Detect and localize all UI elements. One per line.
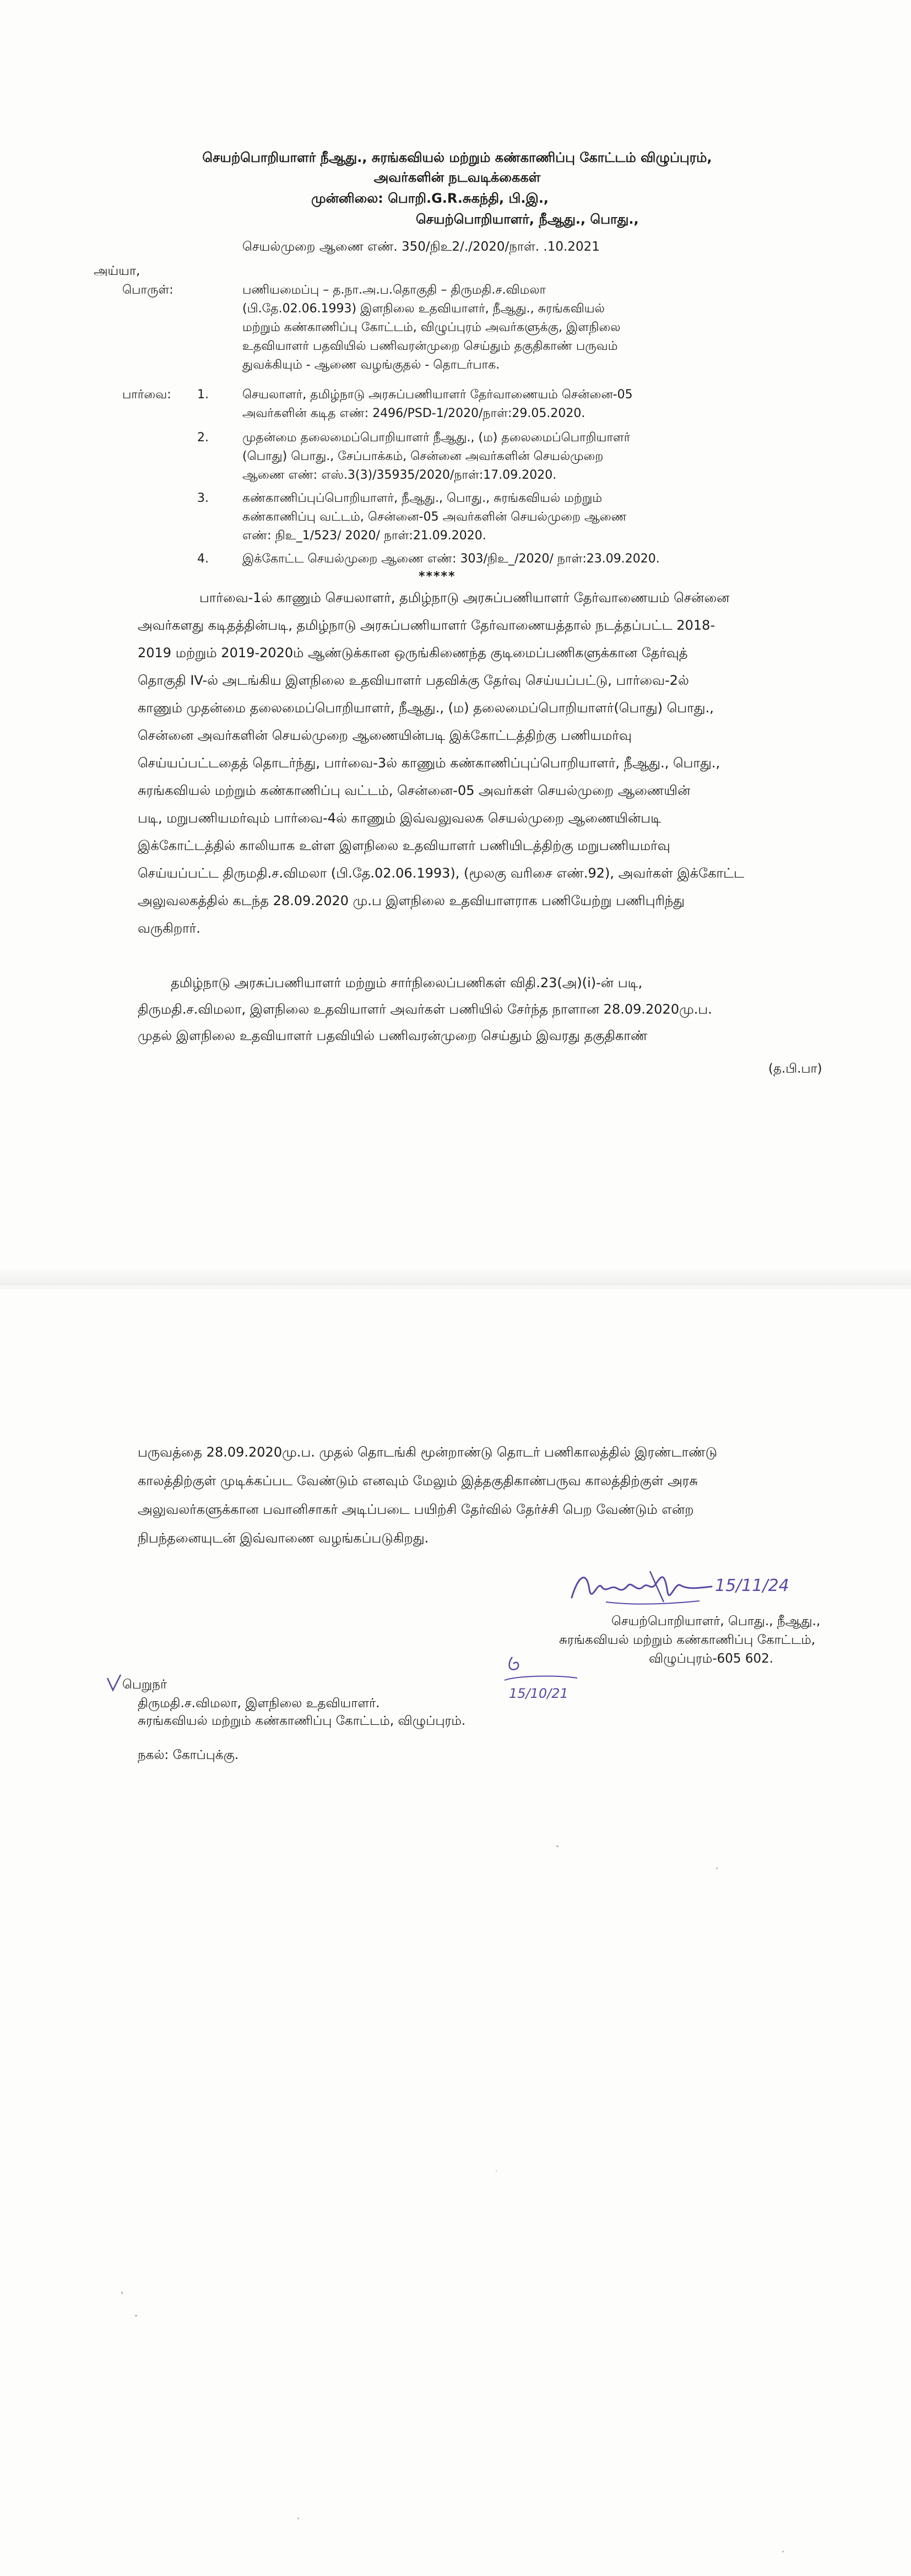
- paragraph-1: [138, 584, 815, 942]
- initials-date: 15/10/21: [509, 1686, 568, 1701]
- recipient-name: திருமதி.ச.விமலா, இளநிலை உதவியாளர்.: [138, 1696, 380, 1711]
- paragraph-line: செய்யப்பட்ட திருமதி.ச.விமலா (பி.தே.02.06.1993), (மூலகு வரிசை எண்.92), அவர்கள் இக்கோட்ட: [138, 865, 745, 881]
- subject-line: உதவியாளர் பதவியில் பணிவரன்முறை செய்தும் தகுதிகாண் பருவம்: [242, 339, 618, 353]
- subject-line: மற்றும் கண்காணிப்பு கோட்டம், விழுப்புரம் அவர்களுக்கு, இளநிலை: [242, 321, 621, 334]
- paragraph-line: நிபந்தனையுடன் இவ்வாணை வழங்கப்படுகிறது.: [138, 1530, 429, 1546]
- paragraph-line: தொகுதி IV-ல் அடங்கிய இளநிலை உதவியாளர் பதவிக்கு தேர்வு செய்யப்பட்டு, பார்வை-2ல்: [138, 673, 689, 688]
- paragraph-line: சுரங்கவியல் மற்றும் கண்காணிப்பு வட்டம், சென்னை-05 அவர்கள் செயல்முறை ஆணையின்: [138, 783, 691, 798]
- reference-line: முதன்மை தலைமைப்பொறியாளர் நீஆது., (ம) தலைமைப்பொறியாளர்: [242, 431, 631, 445]
- paragraph-2: [138, 970, 815, 1049]
- paragraph-3: [138, 1438, 815, 1552]
- subject-line: பணியமைப்பு – த.நா.அ.ப.தொகுதி – திருமதி.ச.விமலா: [242, 283, 546, 297]
- paragraph-line: பருவத்தை 28.09.2020மு.ப. முதல் தொடங்கி மூன்றாண்டு தொடர் பணிகாலத்தில் இரண்டாண்டு: [138, 1444, 718, 1460]
- reference-item-3: [242, 489, 793, 545]
- tick-mark: [106, 1674, 122, 1695]
- document-page-2: [0, 1289, 911, 2576]
- paragraph-line: வருகிறார்.: [138, 921, 200, 936]
- references-label: பார்வை:: [122, 388, 171, 402]
- recipient-label: பெறுநர்: [122, 1677, 167, 1692]
- reference-item-2: [242, 429, 793, 485]
- salutation: அய்யா,: [94, 264, 140, 278]
- paragraph-line: காணும் முதன்மை தலைமைப்பொறியாளர், நீஆது., (ம) தலைமைப்பொறியாளர்(பொது) பொது.,: [138, 700, 714, 716]
- header-line-2: அவர்களின் நடவடிக்கைகள்: [373, 170, 541, 185]
- continued-note: (த.பி.பா): [768, 1062, 822, 1076]
- signature-address: விழுப்புரம்-605 602.: [649, 1652, 774, 1666]
- subject-line: (பி.தே.02.06.1993) இளநிலை உதவியாளர், நீஆது., சுரங்கவியல்: [242, 302, 605, 316]
- header-line-3: முன்னிலை: பொறி.G.R.சுகந்தி, பி.இ.,: [311, 191, 549, 206]
- reference-number: 2.: [197, 431, 209, 445]
- signature-designation: செயற்பொறியாளர், பொது., நீஆது.,: [611, 1614, 821, 1628]
- paragraph-line: முதல் இளநிலை உதவியாளர் பதவியில் பணிவரன்முறை செய்தும் இவரது தகுதிகாண்: [138, 1028, 648, 1043]
- paragraph-line: அவர்களது கடிதத்தின்படி, தமிழ்நாடு அரசுப்பணியாளர் தேர்வாணையத்தால் நடத்தப்பட்ட 2018-: [138, 618, 715, 633]
- order-number: செயல்முறை ஆணை எண். 350/நிஉ2/./2020/நாள். .10.2021: [242, 240, 600, 254]
- subject-line: துவக்கியும் - ஆணை வழங்குதல் - தொடர்பாக.: [242, 358, 500, 372]
- paragraph-line: படி, மறுபணியமர்வும் பார்வை-4ல் காணும் இவ்வலுவலக செயல்முறை ஆணையின்படி: [138, 810, 661, 826]
- handwritten-signature: [567, 1559, 821, 1611]
- copy-note: நகல்: கோப்புக்கு.: [138, 1748, 239, 1762]
- reference-line: கண்காணிப்பு வட்டம், சென்னை-05 அவர்களின் செயல்முறை ஆணை: [242, 510, 627, 524]
- reference-line: அவர்களின் கடித எண்: 2496/PSD-1/2020/நாள்:29.05.2020.: [242, 407, 585, 420]
- header-line-4: செயற்பொறியாளர், நீஆது., பொது.,: [416, 212, 639, 227]
- subject-text: [242, 281, 793, 375]
- paragraph-line: இக்கோட்டத்தில் காலியாக உள்ள இளநிலை உதவியாளர் பணியிடத்திற்கு மறுபணியமர்வு: [138, 838, 670, 853]
- reference-line: ஆணை எண்: எஸ்.3(3)/35935/2020/நாள்:17.09.2020.: [242, 468, 557, 482]
- paragraph-line: திருமதி.ச.விமலா, இளநிலை உதவியாளர் அவர்கள் பணியில் சேர்ந்த நாளான 28.09.2020மு.ப.: [138, 1002, 712, 1017]
- paragraph-line: காலத்திற்குள் முடிக்கப்பட வேண்டும் எனவும் மேலும் இத்தகுதிகாண்பருவ காலத்திற்குள் அரசு: [138, 1473, 698, 1489]
- paragraph-line: தமிழ்நாடு அரசுப்பணியாளர் மற்றும் சார்நிலைப்பணிகள் விதி.23(அ)(i)-ன் படி,: [171, 975, 643, 991]
- header-line-1: செயற்பொறியாளர் நீஆது., சுரங்கவியல் மற்றும் கண்காணிப்பு கோட்டம் விழுப்புரம்,: [202, 150, 712, 165]
- signature-date: 15/11/24: [715, 1576, 789, 1595]
- paragraph-line: அலுவலகத்தில் கடந்த 28.09.2020 மு.ப இளநிலை உதவியாளராக பணியேற்று பணிபுரிந்து: [138, 893, 685, 908]
- signature-office: சுரங்கவியல் மற்றும் கண்காணிப்பு கோட்டம்,: [559, 1633, 816, 1647]
- reference-number: 4.: [197, 552, 209, 566]
- reference-line: செயலாளர், தமிழ்நாடு அரசுப்பணியாளர் தேர்வாணையம் சென்னை-05: [242, 388, 633, 402]
- paragraph-line: செய்யப்பட்டதைத் தொடர்ந்து, பார்வை-3ல் காணும் கண்காணிப்புப்பொறியாளர், நீஆது., பொது.,: [138, 755, 720, 771]
- reference-line: கண்காணிப்புப்பொறியாளர், நீஆது., பொது., சுரங்கவியல் மற்றும்: [242, 491, 603, 505]
- page-fold-shadow: [0, 1267, 911, 1284]
- subject-label: பொருள்:: [122, 283, 173, 297]
- reference-line: (பொது) பொது., சேப்பாக்கம், சென்னை அவர்களின் செயல்முறை: [242, 450, 604, 463]
- paragraph-line: 2019 மற்றும் 2019-2020ம் ஆண்டுக்கான ஒருங்கிணைந்த குடிமைப்பணிகளுக்கான தேர்வுத்: [138, 645, 688, 661]
- paragraph-line: அலுவலர்களுக்கான பவானிசாகர் அடிப்படை பயிற்சி தேர்வில் தேர்ச்சி பெற வேண்டும் என்ற: [138, 1502, 694, 1517]
- separator-stars: *****: [419, 570, 456, 583]
- paragraph-line: பார்வை-1ல் காணும் செயலாளர், தமிழ்நாடு அரசுப்பணியாளர் தேர்வாணையம் சென்னை: [199, 590, 730, 605]
- reference-number: 3.: [197, 491, 209, 505]
- reference-item-4: [242, 550, 793, 569]
- recipient-office: சுரங்கவியல் மற்றும் கண்காணிப்பு கோட்டம், விழுப்புரம்.: [138, 1714, 466, 1728]
- reference-line: இக்கோட்ட செயல்முறை ஆணை எண்: 303/நிஉ_/2020/ நாள்:23.09.2020.: [242, 552, 660, 566]
- initials-mark: [500, 1653, 583, 1708]
- reference-line: எண்: நிஉ_1/523/ 2020/ நாள்:21.09.2020.: [242, 529, 486, 543]
- reference-number: 1.: [197, 388, 209, 402]
- reference-item-1: [242, 386, 793, 423]
- paragraph-line: சென்னை அவர்களின் செயல்முறை ஆணையின்படி இக்கோட்டத்திற்கு பணியமர்வு: [138, 728, 632, 743]
- document-page-1: [0, 0, 911, 1284]
- signature-block: [611, 1612, 820, 1631]
